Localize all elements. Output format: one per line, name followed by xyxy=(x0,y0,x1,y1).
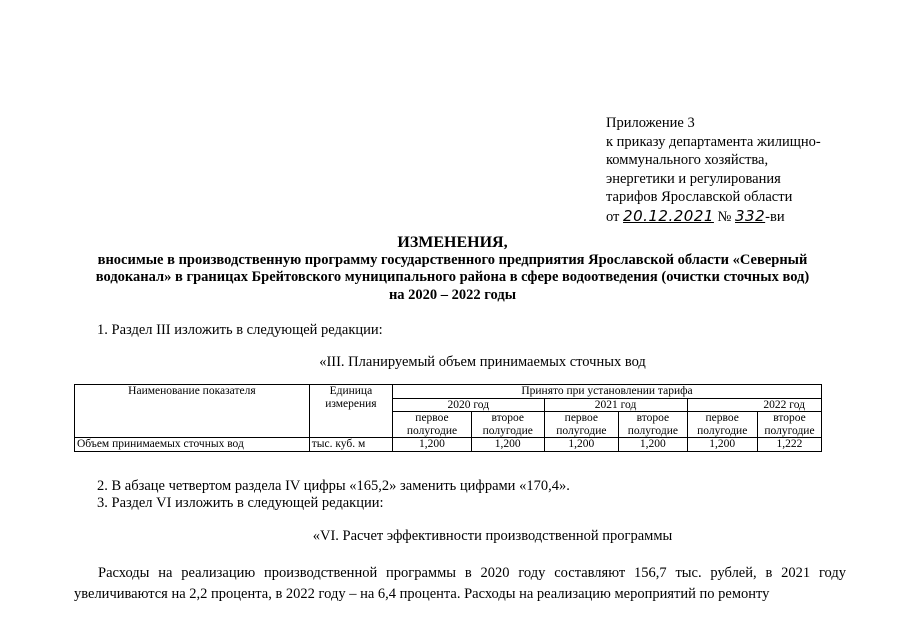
title-heading: ИЗМЕНЕНИЯ, xyxy=(397,234,508,251)
row-value: 1,200 xyxy=(471,438,544,452)
date-prefix: от xyxy=(606,208,620,225)
row-value: 1,200 xyxy=(393,438,472,452)
appendix-line: к приказу департамента жилищно- xyxy=(606,133,821,150)
header-half: первое полугодие xyxy=(687,412,757,438)
appendix-line: Приложение 3 xyxy=(606,115,695,131)
handwritten-date: 20.12.2021 xyxy=(623,206,714,225)
header-unit: Единица измерения xyxy=(309,385,392,438)
section-3-title: «III. Планируемый объем принимаемых сточных вод xyxy=(319,354,646,370)
item-1: 1. Раздел III изложить в следующей редакции: xyxy=(97,322,383,338)
header-year: 2022 год xyxy=(687,398,822,412)
appendix-line: коммунального хозяйства, xyxy=(606,152,769,168)
item-3: 3. Раздел VI изложить в следующей редакции: xyxy=(97,495,384,511)
header-half: второе полугодие xyxy=(757,412,821,438)
header-year: 2021 год xyxy=(544,398,687,412)
document-title xyxy=(60,234,845,304)
volume-table xyxy=(74,384,822,452)
title-line: вносимые в производственную программу государственного предприятия Ярославской области «Северный xyxy=(97,251,808,268)
header-half: второе полугодие xyxy=(619,412,687,438)
appendix-line: тарифов Ярославской области xyxy=(606,189,793,205)
number-prefix: № xyxy=(717,208,732,225)
row-value: 1,200 xyxy=(619,438,687,452)
header-accepted: Принято при установлении тарифа xyxy=(393,385,822,399)
appendix-block xyxy=(606,114,821,226)
number-suffix: -ви xyxy=(765,208,785,225)
header-half: первое полугодие xyxy=(393,412,472,438)
row-value: 1,200 xyxy=(544,438,619,452)
header-year: 2020 год xyxy=(393,398,545,412)
table-row xyxy=(75,438,822,452)
header-half: второе полугодие xyxy=(471,412,544,438)
row-name: Объем принимаемых сточных вод xyxy=(75,438,310,452)
appendix-line: энергетики и регулирования xyxy=(606,170,781,187)
row-unit: тыс. куб. м xyxy=(309,438,392,452)
item-2: 2. В абзаце четвертом раздела IV цифры «165,2» заменить цифрами «170,4». xyxy=(97,478,570,494)
header-half: первое полугодие xyxy=(544,412,619,438)
title-line: на 2020 – 2022 годы xyxy=(388,286,517,303)
header-name: Наименование показателя xyxy=(75,385,310,438)
body-paragraph: Расходы на реализацию производственной программы в 2020 году составляют 156,7 тыс. рублей, в 2021 году увеличиваются на 2,2 процента, в 2022 году – на 6,4 процента. Расходы на реализацию мероприятий по ремонту xyxy=(74,565,846,602)
section-6-title: «VI. Расчет эффективности производственной программы xyxy=(312,528,673,544)
appendix-date-line xyxy=(606,207,821,227)
handwritten-number: 332 xyxy=(735,206,766,225)
row-value: 1,222 xyxy=(757,438,821,452)
title-line: водоканал» в границах Брейтовского муниципального района в сфере водоотведения (очистки сточных вод) xyxy=(95,269,810,285)
row-value: 1,200 xyxy=(687,438,757,452)
